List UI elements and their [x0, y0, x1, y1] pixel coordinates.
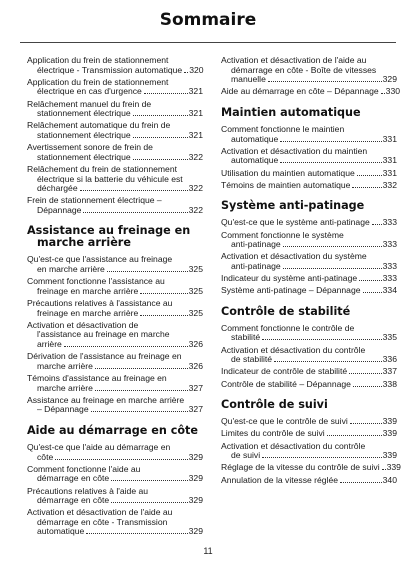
toc-page-number: 321	[188, 108, 203, 119]
toc-entry-last-line	[221, 355, 397, 365]
section-heading[interactable]	[27, 425, 203, 437]
dot-leader	[83, 212, 187, 213]
toc-entry[interactable]	[27, 396, 203, 415]
dot-leader	[340, 482, 382, 483]
toc-entry[interactable]	[221, 218, 397, 228]
dot-leader	[363, 292, 382, 293]
toc-entry-text: Annulation de la vitesse réglée	[221, 474, 339, 485]
toc-entry-last-line	[221, 476, 397, 486]
toc-entry-text: démarrage en côte	[37, 473, 110, 484]
toc-entry-text: Précautions relatives à l'aide au	[27, 485, 149, 496]
toc-page-number: 331	[382, 133, 397, 144]
dot-leader	[357, 175, 382, 176]
page-header	[0, 0, 416, 40]
toc-entry-last-line	[221, 156, 397, 166]
toc-page-number: 329	[188, 526, 203, 537]
toc-entry[interactable]	[221, 169, 397, 179]
toc-entry-last-line	[27, 453, 203, 463]
toc-page-number: 331	[382, 167, 397, 178]
toc-entry-text: Activation et désactivation de	[27, 319, 139, 330]
toc-entry[interactable]	[27, 165, 203, 194]
toc-page-number: 329	[188, 451, 203, 462]
toc-page-number: 329	[188, 473, 203, 484]
toc-entry-last-line	[221, 380, 397, 390]
toc-entry-last-line	[27, 309, 203, 319]
dot-leader	[352, 187, 381, 188]
toc-entry-text: Précautions relatives à l'assistance au	[27, 298, 173, 309]
dot-leader	[283, 246, 382, 247]
section-heading-text: Système anti-patinage	[221, 199, 365, 213]
dot-leader	[111, 502, 188, 503]
toc-entry[interactable]	[221, 380, 397, 390]
toc-entry-text: démarrage en côte	[37, 495, 110, 506]
toc-entry-text: Qu'est-ce que le contrôle de suivi	[221, 416, 348, 427]
section-heading-text: marche arrière	[37, 236, 131, 250]
toc-entry-text: manuelle	[231, 74, 266, 85]
toc-entry-text: Témoins d'assistance au freinage en	[27, 372, 167, 383]
toc-entry[interactable]	[221, 56, 397, 85]
toc-entry-text: stabilité	[231, 332, 261, 343]
toc-entry[interactable]	[221, 442, 397, 461]
section-heading-text: Aide au démarrage en côte	[27, 423, 198, 437]
toc-entry[interactable]	[27, 255, 203, 274]
toc-entry[interactable]	[221, 286, 397, 296]
toc-entry[interactable]	[27, 508, 203, 537]
toc-page-number: 339	[382, 416, 397, 427]
toc-entry-text: stationnement électrique	[37, 108, 131, 119]
toc-entry-text: de suivi	[231, 450, 261, 461]
toc-entry[interactable]	[27, 321, 203, 350]
toc-entry-last-line	[221, 135, 397, 145]
dot-leader	[184, 72, 188, 73]
toc-entry-text: automatique	[37, 526, 85, 537]
dot-leader	[64, 346, 188, 347]
toc-entry-text: stationnement électrique	[37, 151, 131, 162]
toc-entry-text: Avertissement sonore de frein de	[27, 142, 153, 153]
toc-entry-text: de stabilité	[231, 354, 273, 365]
toc-page-number: 326	[188, 360, 203, 371]
toc-page-number: 333	[382, 217, 397, 228]
toc-entry-last-line	[27, 206, 203, 216]
toc-entry-text: Dépannage	[37, 204, 82, 215]
dot-leader	[80, 190, 188, 191]
toc-column-right	[221, 55, 401, 488]
toc-page-number: 327	[188, 382, 203, 393]
toc-entry-last-line	[221, 367, 397, 377]
toc-page-number: 333	[382, 273, 397, 284]
toc-page-number: 335	[382, 332, 397, 343]
dot-leader	[95, 390, 188, 391]
toc-page-number: 322	[188, 183, 203, 194]
dot-leader	[353, 386, 382, 387]
section-heading-text: Maintien automatique	[221, 105, 361, 119]
toc-page-number: 333	[382, 239, 397, 250]
toc-entry-text: électrique si la batterie du véhicule est	[37, 173, 183, 184]
toc-entry-last-line	[221, 462, 401, 473]
toc-entry-text: Frein de stationnement électrique –	[27, 195, 162, 206]
toc-page-number: 333	[382, 260, 397, 271]
toc-entry-text: Application du frein de stationnement	[27, 55, 169, 65]
toc-entry-text: Activation et désactivation du contrôle	[221, 344, 366, 355]
toc-column-left	[27, 56, 203, 540]
toc-page-number: 321	[188, 86, 203, 97]
toc-entry-text: Indicateur du système anti-patinage	[221, 273, 358, 284]
toc-entry[interactable]	[221, 231, 397, 250]
dot-leader	[372, 224, 382, 225]
toc-entry[interactable]	[27, 465, 203, 484]
toc-entry-last-line	[27, 153, 203, 163]
toc-page-number: 338	[382, 378, 397, 389]
toc-entry-last-line	[221, 218, 397, 228]
toc-entry-text: Réglage de la vitesse du contrôle de suivi	[221, 462, 380, 473]
dot-leader	[280, 141, 381, 142]
toc-entry-text: – Dépannage	[37, 404, 89, 415]
toc-page-number: 336	[382, 354, 397, 365]
dot-leader	[133, 159, 188, 160]
toc-entry-text: marche arrière	[37, 360, 93, 371]
toc-entry-text: Comment fonctionne le système	[221, 229, 344, 240]
dot-leader	[140, 293, 187, 294]
toc-entry-text: Système anti-patinage – Dépannage	[221, 285, 361, 296]
toc-entry-text: Application du frein de stationnement	[27, 76, 169, 87]
toc-entry-text: démarrage en côte - Boîte de vitesses	[231, 64, 377, 75]
toc-entry-text: Activation et désactivation de l'aide au	[27, 507, 173, 518]
toc-page-number: 325	[188, 264, 203, 275]
dot-leader	[283, 268, 382, 269]
toc-entry[interactable]	[27, 56, 203, 75]
dot-leader	[140, 315, 187, 316]
toc-entry-text: Relâchement automatique du frein de	[27, 120, 171, 131]
toc-entry-text: Dérivation de l'assistance au freinage en	[27, 351, 182, 362]
toc-entry-text: Contrôle de stabilité – Dépannage	[221, 378, 351, 389]
header-divider	[20, 42, 396, 43]
dot-leader	[382, 469, 386, 470]
toc-entry-text: Comment fonctionne l'assistance au	[27, 276, 165, 287]
toc-entry[interactable]	[221, 476, 397, 486]
toc-page-number: 329	[188, 495, 203, 506]
toc-page-number: 329	[382, 74, 397, 85]
dot-leader	[359, 280, 382, 281]
toc-entry-last-line	[27, 265, 203, 275]
toc-page-number: 331	[382, 155, 397, 166]
toc-entry-text: démarrage en côte - Transmission	[37, 516, 168, 527]
toc-entry-last-line	[221, 86, 401, 97]
dot-leader	[111, 480, 188, 481]
toc-entry-text: automatique	[231, 155, 279, 166]
toc-entry-last-line	[27, 384, 203, 394]
toc-page-number: 321	[188, 129, 203, 140]
section-heading-text: Contrôle de stabilité	[221, 304, 351, 318]
dot-leader	[280, 162, 381, 163]
page-title: Sommaire	[159, 10, 257, 30]
toc-entry[interactable]	[221, 125, 397, 144]
toc-entry-text: stationnement électrique	[37, 129, 131, 140]
dot-leader	[95, 368, 188, 369]
section-heading-text: Assistance au freinage en	[27, 224, 191, 238]
toc-page-number: 334	[382, 285, 397, 296]
dot-leader	[107, 271, 188, 272]
dot-leader	[381, 93, 385, 94]
toc-entry[interactable]	[221, 462, 401, 473]
toc-entry-text: Utilisation du maintien automatique	[221, 167, 355, 178]
section-heading[interactable]	[221, 399, 397, 411]
toc-entry[interactable]	[27, 374, 203, 393]
toc-page-number: 325	[188, 307, 203, 318]
toc-entry[interactable]	[27, 121, 203, 140]
toc-entry-text: déchargée	[37, 183, 78, 194]
toc-entry[interactable]	[221, 252, 397, 271]
dot-leader	[86, 533, 187, 534]
toc-entry-last-line	[27, 405, 203, 415]
toc-entry-text: Témoins de maintien automatique	[221, 179, 351, 190]
toc-entry[interactable]	[27, 100, 203, 119]
toc-entry[interactable]	[27, 277, 203, 296]
toc-entry-last-line	[221, 75, 397, 85]
toc-entry-text: Limites du contrôle de suivi	[221, 428, 325, 439]
toc-entry-text: Activation et désactivation du système	[221, 251, 367, 262]
dot-leader	[349, 373, 382, 374]
toc-entry-text: Relâchement du frein de stationnement	[27, 163, 178, 174]
toc-entry-last-line	[221, 181, 397, 191]
toc-page-number: 337	[382, 366, 397, 377]
toc-page-number: 339	[382, 428, 397, 439]
toc-page-number: 322	[188, 204, 203, 215]
toc-entry-text: l'assistance au freinage en marche	[37, 329, 170, 340]
toc-entry[interactable]	[27, 487, 203, 506]
toc-page-number: 339	[386, 462, 401, 473]
toc-entry-text: freinage en marche arrière	[37, 285, 139, 296]
toc-page-number: 322	[188, 151, 203, 162]
toc-entry-last-line	[27, 87, 203, 97]
toc-page-number: 332	[382, 179, 397, 190]
dot-leader	[91, 411, 188, 412]
page-number: 11	[203, 546, 213, 556]
toc-entry-last-line	[221, 240, 397, 250]
toc-entry[interactable]	[27, 352, 203, 371]
toc-entry-last-line	[221, 169, 397, 179]
toc-entry-text: Indicateur de contrôle de stabilité	[221, 366, 348, 377]
toc-entry[interactable]	[221, 417, 397, 427]
toc-entry-text: automatique	[231, 133, 279, 144]
toc-entry-last-line	[27, 527, 203, 537]
toc-entry-text: Relâchement manuel du frein de	[27, 98, 152, 109]
toc-entry-text: Comment fonctionne le maintien	[221, 123, 345, 134]
toc-entry-text: Qu'est-ce que l'assistance au freinage	[27, 254, 173, 265]
toc-entry-text: Activation et désactivation du contrôle	[221, 440, 366, 451]
toc-entry-last-line	[27, 496, 203, 506]
toc-entry-text: anti-patinage	[231, 260, 281, 271]
toc-entry[interactable]	[27, 78, 203, 97]
toc-entry[interactable]	[221, 346, 397, 365]
dot-leader	[55, 459, 187, 460]
section-heading[interactable]	[221, 200, 397, 212]
section-heading-text: Contrôle de suivi	[221, 398, 328, 412]
toc-entry-last-line	[221, 333, 397, 343]
toc-entry-text: arrière	[37, 339, 62, 349]
toc-entry-text: côte	[37, 451, 54, 462]
section-heading[interactable]	[27, 225, 203, 249]
toc-entry-last-line	[221, 429, 397, 439]
dot-leader	[274, 361, 382, 362]
toc-page-number: 339	[382, 450, 397, 461]
toc-entry-text: Comment fonctionne le contrôle de	[221, 322, 355, 333]
toc-entry[interactable]	[27, 443, 203, 462]
toc-entry-text: Qu'est-ce que l'aide au démarrage en	[27, 441, 171, 452]
toc-entry-last-line	[221, 417, 397, 427]
toc-entry[interactable]	[221, 429, 397, 439]
toc-page-number: 320	[189, 64, 204, 75]
toc-entry-last-line	[27, 184, 203, 194]
dot-leader	[350, 423, 382, 424]
toc-entry[interactable]	[221, 86, 401, 97]
dot-leader	[268, 81, 382, 82]
toc-page-number: 325	[188, 285, 203, 296]
toc-entry-last-line	[221, 451, 397, 461]
toc-page-number: 330	[385, 86, 401, 97]
dot-leader	[327, 435, 382, 436]
section-heading[interactable]	[221, 107, 397, 119]
toc-entry[interactable]	[27, 196, 203, 215]
toc-entry-text: électrique en cas d'urgence	[37, 86, 142, 97]
section-heading[interactable]	[221, 306, 397, 318]
toc-entry-last-line	[27, 66, 203, 76]
toc-entry-text: Qu'est-ce que le système anti-patinage	[221, 217, 370, 228]
dot-leader	[262, 457, 382, 458]
toc-entry[interactable]	[221, 324, 397, 343]
toc-entry-text: Comment fonctionne l'aide au	[27, 463, 141, 474]
toc-page-number: 326	[188, 339, 203, 349]
dot-leader	[144, 93, 188, 94]
toc-entry[interactable]	[27, 143, 203, 162]
toc-page-number: 327	[188, 404, 203, 415]
toc-entry-text: anti-patinage	[231, 239, 281, 250]
toc-entry[interactable]	[221, 367, 397, 377]
toc-entry-text: freinage en marche arrière	[37, 307, 139, 318]
dot-leader	[262, 339, 382, 340]
toc-entry-text: Aide au démarrage en côte – Dépannage	[221, 86, 379, 97]
toc-entry-last-line	[27, 109, 203, 119]
toc-entry-last-line	[221, 286, 397, 296]
toc-entry[interactable]	[27, 299, 203, 318]
toc-entry-last-line	[27, 362, 203, 372]
dot-leader	[133, 115, 188, 116]
toc-entry-last-line	[27, 474, 203, 484]
toc-entry-text: Assistance au freinage en marche arrière	[27, 394, 185, 405]
toc-entry-last-line	[221, 262, 397, 272]
toc-entry-text: Activation et désactivation du maintien	[221, 145, 368, 156]
toc-entry-last-line	[27, 131, 203, 141]
toc-entry-text: marche arrière	[37, 382, 93, 393]
dot-leader	[133, 137, 188, 138]
toc-entry-last-line	[27, 287, 203, 297]
toc-entry-text: Activation et désactivation de l'aide au	[221, 55, 367, 65]
toc-entry-last-line	[221, 274, 397, 284]
toc-entry-text: en marche arrière	[37, 264, 105, 275]
toc-entry[interactable]	[221, 147, 397, 166]
toc-entry-text: électrique - Transmission automatique	[37, 64, 183, 75]
toc-entry-last-line	[27, 340, 203, 350]
toc-entry[interactable]	[221, 274, 397, 284]
toc-entry[interactable]	[221, 181, 397, 191]
toc-page-number: 340	[382, 474, 397, 485]
